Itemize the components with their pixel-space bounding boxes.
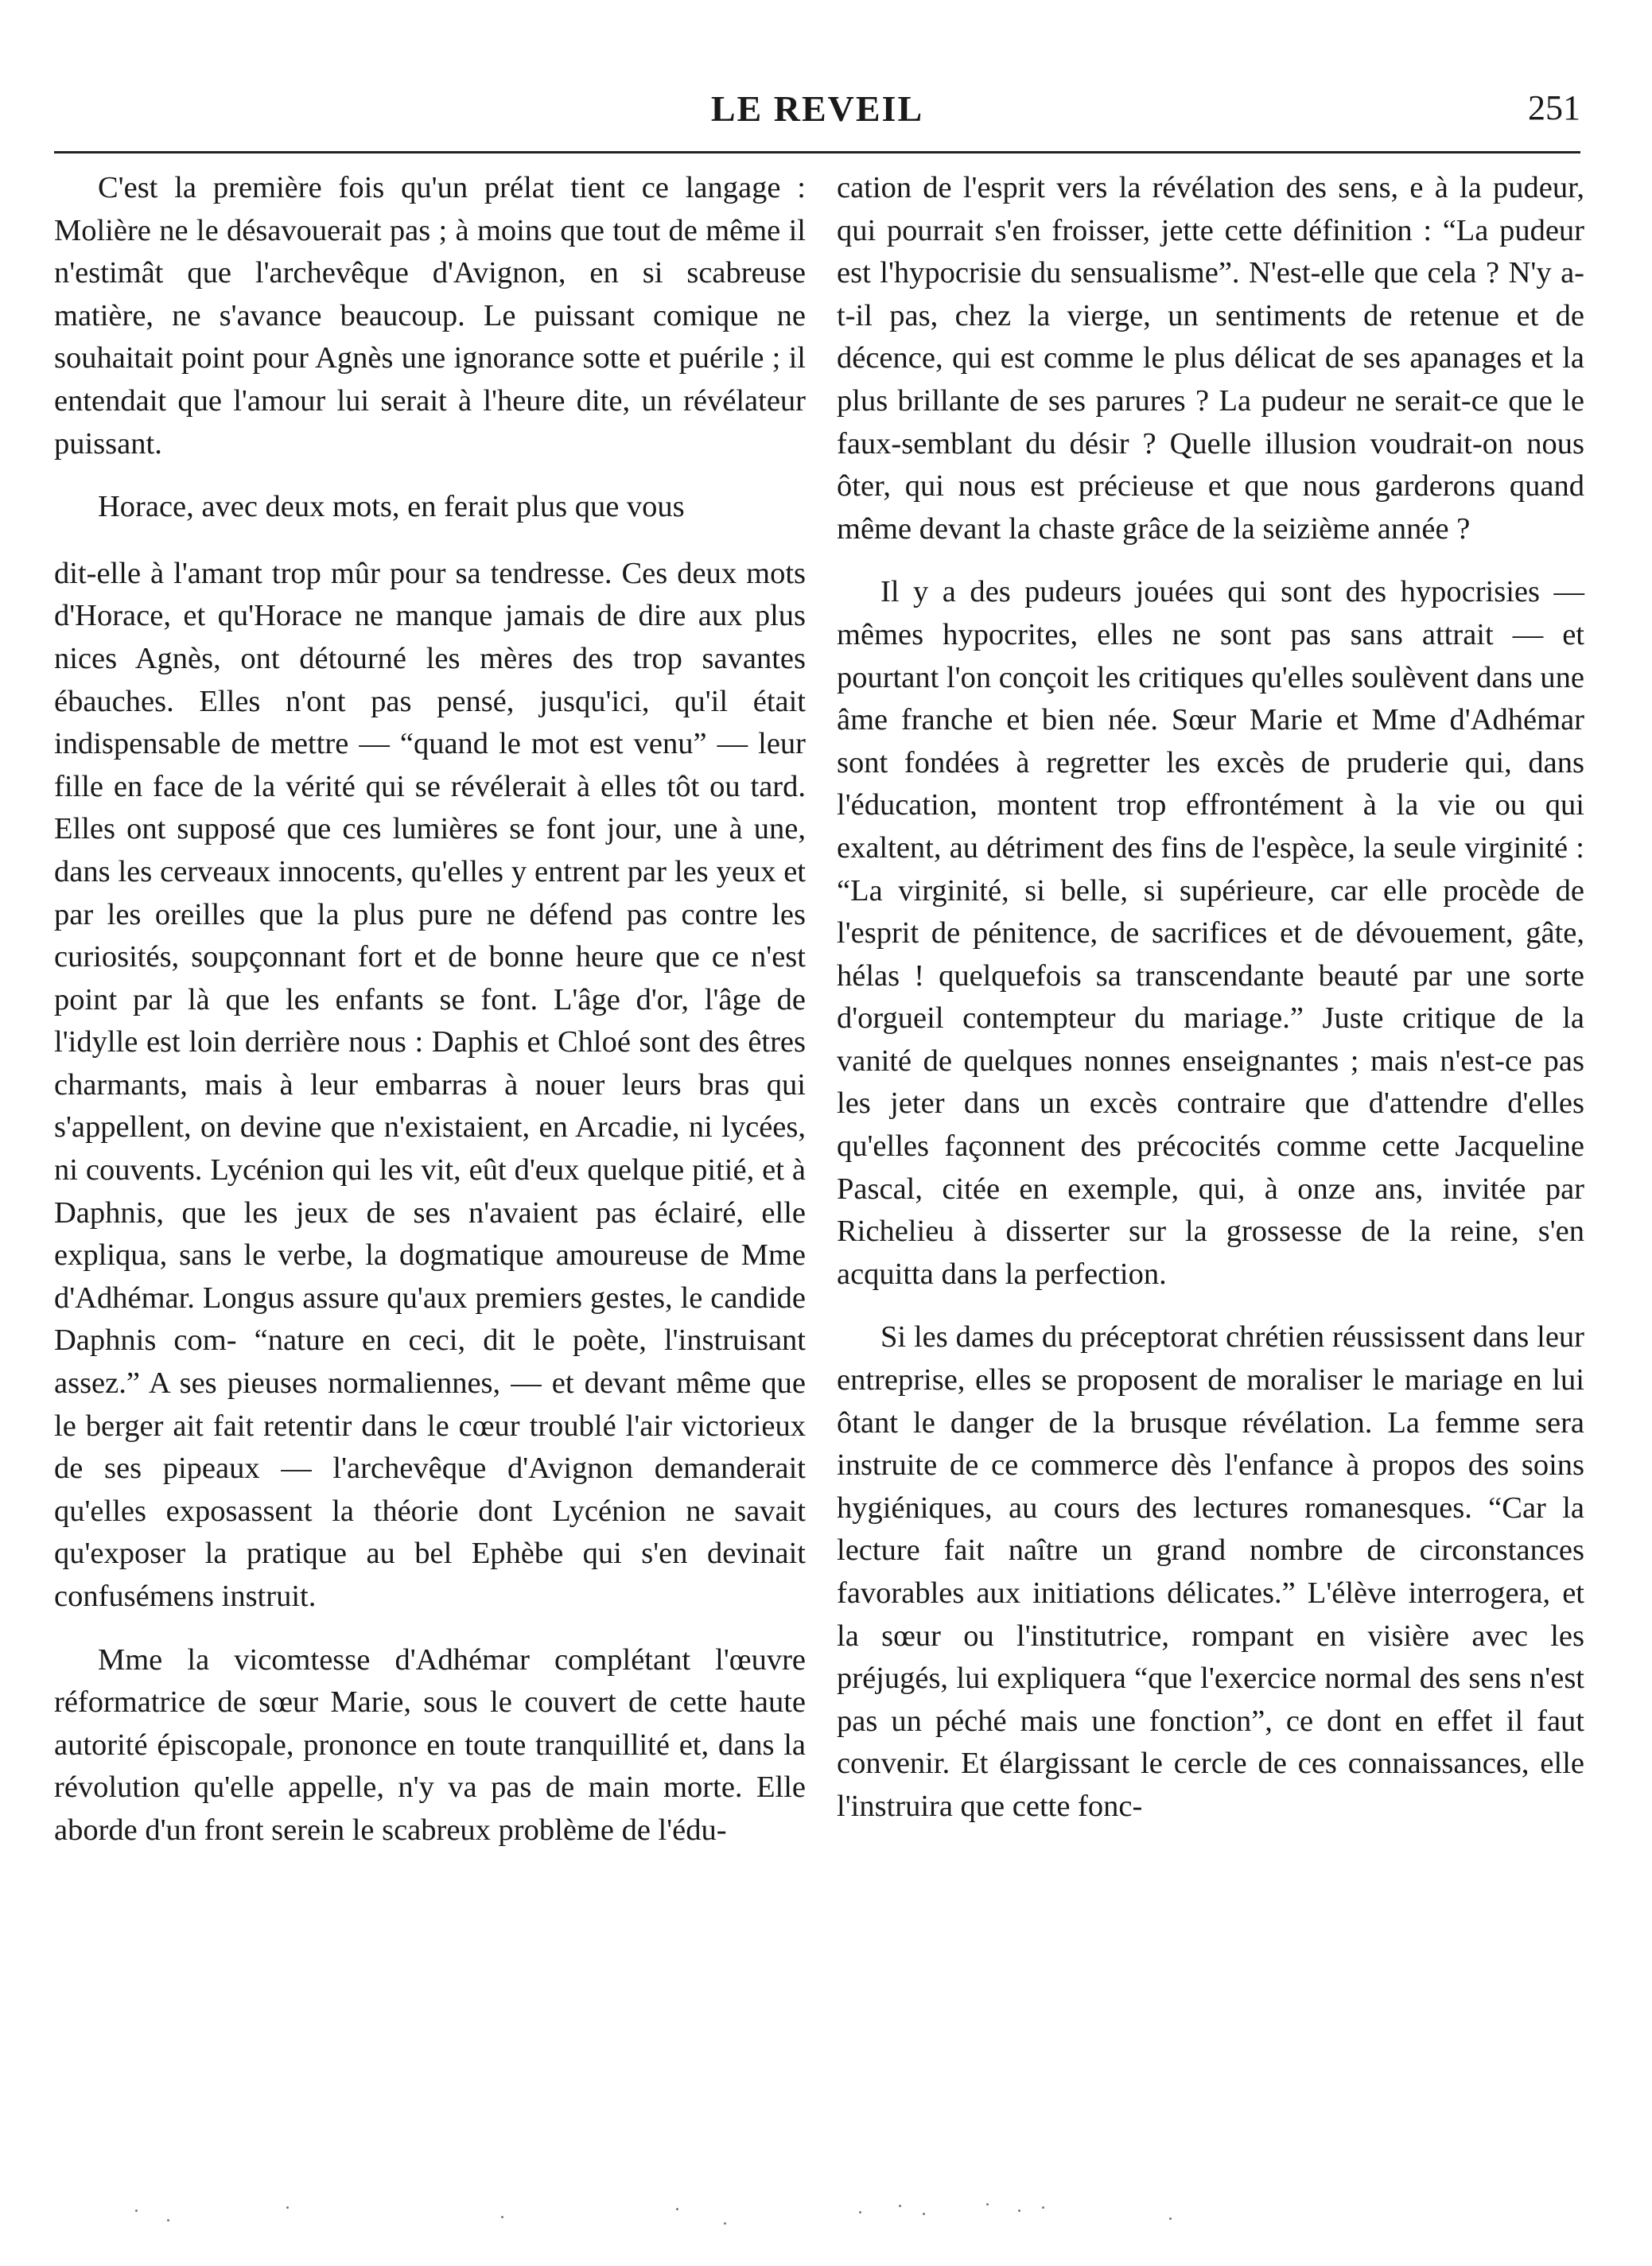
scan-specks — [119, 2202, 1533, 2233]
paragraph: Il y a des pudeurs jouées qui sont des hypocrisies — mêmes hypocrites, elles ne sont pas sans attrait — et pourtant l'on conçoit les critiques qu'elles soulèvent dans une âme franche et bien née. Sœur Marie et Mme d'Adhémar sont fondées à regretter les excès de pruderie qui, dans l'éducation, montent trop effrontément à la vie ou qui exaltent, au détriment des fins de l'espèce, la seule virginité : “La virginité, si belle, si supérieure, car elle procède de l'esprit de pénitence, de sacrifices et de dévouement, gâte, hélas ! quelquefois sa transcendante beauté par une sorte d'orgueil contempteur du mariage.” Juste critique de la vanité de quelques nonnes enseignantes ; mais n'est-ce pas les jeter dans un excès contraire que d'attendre d'elles qu'elles façonnent des précocités comme cette Jacqueline Pascal, citée en exemple, qui, à onze ans, invitée par Richelieu à disserter sur la grossesse de la reine, s'en acquitta dans la perfection. — [837, 575, 1584, 1291]
page-header — [54, 73, 1580, 145]
page-number: 251 — [1528, 88, 1580, 127]
left-column — [54, 167, 806, 1873]
paragraph: C'est la première fois qu'un prélat tient ce langage : Molière ne le désavouerait pas ; à moins que tout de même il n'estimât que l'archevêque d'Avignon, en si scabreuse matière, ne s'avance beaucoup. Le puissant comique ne souhaitait point pour Agnès une ignorance sotte et puérile ; il entendait que l'amour lui serait à l'heure dite, un révélateur puissant. — [54, 171, 806, 461]
right-column — [837, 167, 1584, 1849]
paragraph: cation de l'esprit vers la révélation des sens, e à la pudeur, qui pourrait s'en froisser, jette cette définition : “La pudeur est l'hypocrisie du sensualisme”. N'est-elle que cela ? N'y a-t-il pas, chez la vierge, un sentiments de retenue et de décence, qui est comme le plus délicat de ses apanages et la plus brillante de ses parures ? La pudeur ne serait-ce que le faux-semblant du désir ? Quelle illusion voudrait-on nous ôter, qui nous est précieuse et que nous garderons quand même devant la chaste grâce de la seizième année ? — [837, 171, 1584, 546]
header-rule — [54, 151, 1580, 154]
paragraph: Si les dames du préceptorat chrétien réussissent dans leur entreprise, elles se proposent de moraliser le mariage en lui ôtant le danger de la brusque révélation. La femme sera instruite de ce commerce dès l'enfance à propos des soins hygiéniques, au cours des lectures romanesques. “Car la lecture fait naître un grand nombre de circonstances favorables aux initiations délicates.” L'élève interrogera, et la sœur ou l'institutrice, rompant en visière avec les préjugés, lui expliquera “que l'exercice normal des sens n'est pas un péché mais une fonction”, ce dont en effet il faut convenir. Et élargissant le cercle de ces connaissances, elle l'instruira que cette fonc- — [837, 1320, 1584, 1823]
paragraph: Mme la vicomtesse d'Adhémar complétant l'œuvre réformatrice de sœur Marie, sous le couvert de cette haute autorité épiscopale, prononce en toute tranquillité et, dans la révolution qu'elle appelle, n'y va pas de main morte. Elle aborde d'un front serein le scabreux problème de l'édu- — [54, 1642, 806, 1847]
running-title: LE REVEIL — [710, 88, 924, 129]
quotation-line: Horace, avec deux mots, en ferait plus que vous — [98, 490, 685, 524]
paragraph: dit-elle à l'amant trop mûr pour sa tendresse. Ces deux mots d'Horace, et qu'Horace ne manque jamais de dire aux plus nices Agnès, ont détourné les mères des trop savantes ébauches. Elles n'ont pas pensé, jusqu'ici, qu'il était indispensable de mettre — “quand le mot est venu” — leur fille en face de la vérité qui se révélerait à elles tôt ou tard. Elles ont supposé que ces lumières se font jour, une à une, dans les cerveaux innocents, qu'elles y entrent par les yeux et par les oreilles que la plus pure ne défend pas contre les curiosités, soupçonnant fort et de bonne heure que ce n'est point par là que les enfants se font. L'âge d'or, l'âge de l'idylle est loin derrière nous : Daphis et Chloé sont des êtres charmants, mais à leur embarras à nouer leurs bras qui s'appellent, on devine que n'existaient, en Arcadie, ni lycées, ni couvents. Lycénion qui les vit, eût d'eux quelque pitié, et à Daphnis, que les jeux de ses n'avaient pas éclairé, elle expliqua, sans le verbe, la dogmatique amoureuse de Mme d'Adhémar. Longus assure qu'aux premiers gestes, le candide Daphnis com- “nature en ceci, dit le poète, l'instruisant assez.” A ses pieuses normaliennes, — et devant même que le berger ait fait retentir dans le cœur troublé l'air victorieux de ses pipeaux — l'archevêque d'Avignon demanderait qu'elles exposassent la théorie dont Lycénion ne savait qu'exposer la pratique au bel Ephèbe qui s'en devinait confusémens instruit. — [54, 556, 806, 1613]
